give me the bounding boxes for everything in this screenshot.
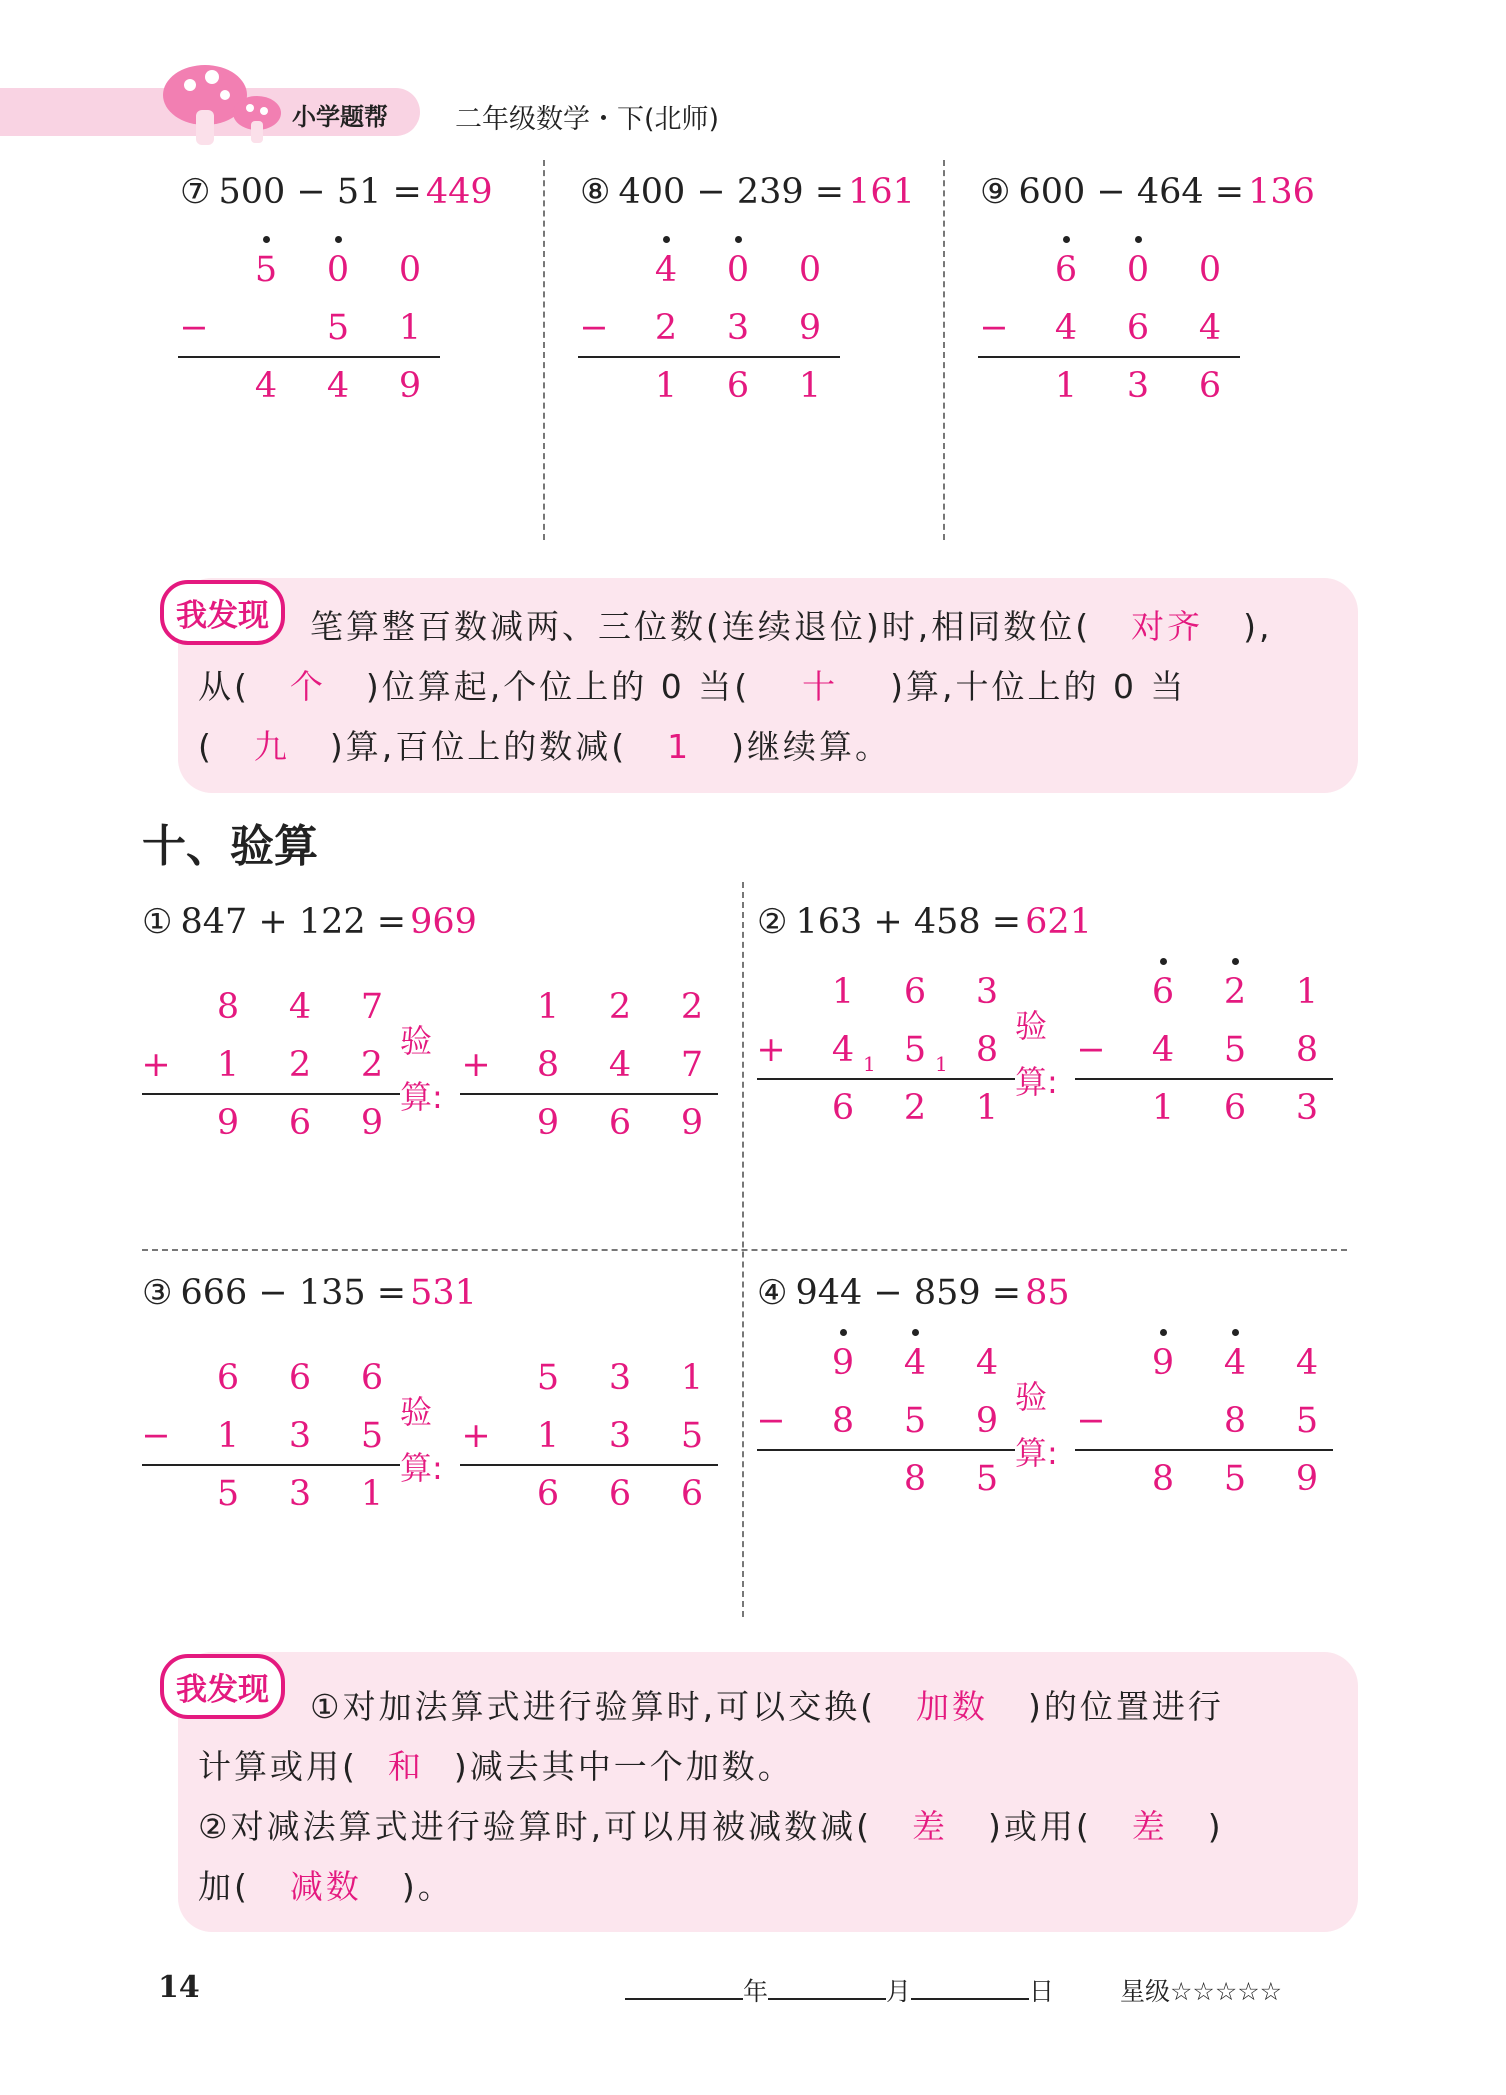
digit: 5 (903, 1030, 927, 1070)
digit: 2 (608, 987, 632, 1027)
digit: 0 (1126, 250, 1150, 290)
digit: 3 (608, 1416, 632, 1456)
digit: 2 (288, 1045, 312, 1085)
digit: 1 (536, 987, 560, 1027)
check-label-bottom: 算: (1015, 1434, 1058, 1472)
digit: 1 (1151, 1088, 1175, 1128)
header-title: 二年级数学・下(北师) (455, 104, 720, 135)
digit: 1 (975, 1088, 999, 1128)
digit: 8 (1295, 1030, 1319, 1070)
digit: 1 (536, 1416, 560, 1456)
check-label (1015, 998, 1058, 1110)
digit: 5 (254, 250, 278, 290)
digit: 8 (1151, 1459, 1175, 1499)
check-label-bottom: 算: (1015, 1063, 1058, 1101)
borrow-dot (1135, 236, 1142, 243)
digit: 6 (536, 1474, 560, 1514)
check-label-bottom: 算: (400, 1449, 443, 1487)
digit: 9 (1151, 1343, 1175, 1383)
underline (460, 1093, 718, 1095)
operator-sign: − (141, 1416, 171, 1456)
page-number: 14 (158, 1970, 200, 2005)
grid-horizontal-divider (142, 1249, 1347, 1251)
digit: 9 (680, 1103, 704, 1143)
star-rating: 星级☆☆☆☆☆ (1120, 1977, 1283, 2006)
digit: 1 (831, 972, 855, 1012)
digit: 1 (398, 308, 422, 348)
digit: 6 (288, 1358, 312, 1398)
equation (580, 172, 915, 212)
underline (1075, 1449, 1333, 1451)
borrow-dot (1063, 236, 1070, 243)
digit: 0 (398, 250, 422, 290)
digit: 5 (975, 1459, 999, 1499)
minus-sign: − (979, 308, 1009, 348)
digit: 1 (680, 1358, 704, 1398)
problem-number: ⑧ (580, 172, 611, 212)
digit: 6 (1223, 1088, 1247, 1128)
digit: 6 (1126, 308, 1150, 348)
digit: 3 (288, 1474, 312, 1514)
check-label (400, 1384, 443, 1496)
digit: 6 (680, 1474, 704, 1514)
operator-sign: + (141, 1045, 171, 1085)
borrow-dot (335, 236, 342, 243)
answer: 531 (410, 1273, 477, 1313)
digit: 9 (360, 1103, 384, 1143)
underline (142, 1464, 400, 1466)
digit: 4 (326, 366, 350, 406)
digit: 2 (903, 1088, 927, 1128)
digit: 9 (975, 1401, 999, 1441)
underline (578, 356, 840, 358)
discover1-line3: ( 九 )算,百位上的数减( 1 )继续算。 (198, 727, 891, 766)
digit: 8 (1223, 1401, 1247, 1441)
digit: 9 (216, 1103, 240, 1143)
underline (142, 1093, 400, 1095)
underline (1075, 1078, 1333, 1080)
digit: 4 (1223, 1343, 1247, 1383)
underline (178, 356, 440, 358)
check-label-top: 验 (400, 1022, 433, 1060)
borrow-dot (840, 1329, 847, 1336)
carry-digit: 1 (935, 1052, 948, 1076)
operator-sign: + (461, 1045, 491, 1085)
operator-sign: + (461, 1416, 491, 1456)
discover-badge-1: 我发现 (160, 580, 285, 645)
equation (142, 1273, 477, 1313)
digit: 9 (536, 1103, 560, 1143)
column-divider (943, 160, 945, 540)
check-label-top: 验 (1015, 1378, 1048, 1416)
check-label (400, 1013, 443, 1125)
digit: 5 (1295, 1401, 1319, 1441)
operator-sign: + (756, 1030, 786, 1070)
problem-number: ④ (757, 1273, 788, 1313)
borrow-dot (1232, 1329, 1239, 1336)
digit: 4 (608, 1045, 632, 1085)
digit: 6 (608, 1103, 632, 1143)
digit: 8 (903, 1459, 927, 1499)
answer: 85 (1025, 1273, 1070, 1313)
digit: 1 (216, 1045, 240, 1085)
digit: 4 (1198, 308, 1222, 348)
digit: 8 (975, 1030, 999, 1070)
digit: 6 (288, 1103, 312, 1143)
problem-number: ③ (142, 1273, 173, 1313)
digit: 6 (1151, 972, 1175, 1012)
digit: 4 (654, 250, 678, 290)
digit: 0 (726, 250, 750, 290)
borrow-dot (1160, 958, 1167, 965)
digit: 6 (831, 1088, 855, 1128)
digit: 2 (654, 308, 678, 348)
underline (978, 356, 1240, 358)
digit: 5 (903, 1401, 927, 1441)
equation (980, 172, 1315, 212)
digit: 9 (831, 1343, 855, 1383)
underline (757, 1449, 1015, 1451)
digit: 5 (536, 1358, 560, 1398)
minus-sign: − (579, 308, 609, 348)
borrow-dot (263, 236, 270, 243)
digit: 6 (726, 366, 750, 406)
digit: 4 (1295, 1343, 1319, 1383)
digit: 8 (216, 987, 240, 1027)
digit: 0 (1198, 250, 1222, 290)
borrow-dot (663, 236, 670, 243)
check-label (1015, 1369, 1058, 1481)
equation (180, 172, 493, 212)
discover-badge-2: 我发现 (160, 1654, 285, 1719)
carry-digit: 1 (863, 1052, 876, 1076)
borrow-dot (912, 1329, 919, 1336)
digit: 5 (326, 308, 350, 348)
digit: 1 (654, 366, 678, 406)
underline (757, 1078, 1015, 1080)
digit: 9 (1295, 1459, 1319, 1499)
borrow-dot (1232, 958, 1239, 965)
answer: 136 (1248, 172, 1315, 212)
digit: 6 (608, 1474, 632, 1514)
digit: 5 (360, 1416, 384, 1456)
discover2-line4: 加( 减数 )。 (198, 1867, 454, 1906)
digit: 6 (216, 1358, 240, 1398)
operator-sign: − (756, 1401, 786, 1441)
digit: 3 (608, 1358, 632, 1398)
digit: 1 (360, 1474, 384, 1514)
problem-number: ⑦ (180, 172, 211, 212)
underline (460, 1464, 718, 1466)
digit: 9 (398, 366, 422, 406)
digit: 8 (831, 1401, 855, 1441)
digit: 3 (975, 972, 999, 1012)
digit: 7 (680, 1045, 704, 1085)
check-label-bottom: 算: (400, 1078, 443, 1116)
answer: 449 (425, 172, 493, 212)
answer: 969 (410, 902, 477, 942)
digit: 6 (1054, 250, 1078, 290)
date-line: 年 月 日 (625, 1972, 1054, 2008)
column-divider (543, 160, 545, 540)
digit: 7 (360, 987, 384, 1027)
problem-number: ① (142, 902, 173, 942)
digit: 4 (1151, 1030, 1175, 1070)
discover1-line2: 从( 个 )位算起,个位上的 0 当( 十 )算,十位上的 0 当 (198, 667, 1187, 706)
problem-number: ⑨ (980, 172, 1011, 212)
discover2-line1: ①对加法算式进行验算时,可以交换( 加数 )的位置进行 (310, 1687, 1224, 1726)
digit: 5 (216, 1474, 240, 1514)
equation (142, 902, 477, 942)
digit: 4 (1054, 308, 1078, 348)
digit: 3 (288, 1416, 312, 1456)
digit: 2 (680, 987, 704, 1027)
mushroom-icon (160, 55, 290, 150)
digit: 3 (1126, 366, 1150, 406)
digit: 1 (216, 1416, 240, 1456)
digit: 4 (288, 987, 312, 1027)
problem-number: ② (757, 902, 788, 942)
digit: 9 (798, 308, 822, 348)
digit: 1 (1054, 366, 1078, 406)
check-label-top: 验 (400, 1393, 433, 1431)
operator-sign: − (1076, 1030, 1106, 1070)
expression: 163 + 458 = (795, 902, 1022, 942)
digit: 6 (1198, 366, 1222, 406)
digit: 4 (975, 1343, 999, 1383)
equation (757, 902, 1092, 942)
digit: 6 (360, 1358, 384, 1398)
expression: 400 − 239 = (618, 172, 845, 212)
minus-sign: − (179, 308, 209, 348)
digit: 0 (798, 250, 822, 290)
digit: 1 (1295, 972, 1319, 1012)
answer: 621 (1025, 902, 1092, 942)
operator-sign: − (1076, 1401, 1106, 1441)
digit: 0 (326, 250, 350, 290)
check-label-top: 验 (1015, 1007, 1048, 1045)
digit: 2 (360, 1045, 384, 1085)
digit: 2 (1223, 972, 1247, 1012)
expression: 944 − 859 = (795, 1273, 1022, 1313)
section-title: 十、验算 (142, 821, 318, 872)
discover2-line3: ②对减法算式进行验算时,可以用被减数减( 差 )或用( 差 ) (198, 1807, 1224, 1846)
answer: 161 (848, 172, 915, 212)
digit: 6 (903, 972, 927, 1012)
expression: 666 − 135 = (180, 1273, 407, 1313)
digit: 4 (903, 1343, 927, 1383)
digit: 4 (254, 366, 278, 406)
digit: 8 (536, 1045, 560, 1085)
digit: 5 (1223, 1459, 1247, 1499)
header-tag: 小学题帮 (292, 103, 388, 131)
digit: 1 (798, 366, 822, 406)
discover1-line1: 笔算整百数减两、三位数(连续退位)时,相同数位( 对齐 ), (310, 607, 1273, 646)
digit: 5 (680, 1416, 704, 1456)
digit: 4 (831, 1030, 855, 1070)
expression: 500 − 51 = (218, 172, 422, 212)
discover2-line2: 计算或用( 和 )减去其中一个加数。 (198, 1747, 794, 1786)
digit: 3 (726, 308, 750, 348)
expression: 600 − 464 = (1018, 172, 1245, 212)
borrow-dot (735, 236, 742, 243)
digit: 3 (1295, 1088, 1319, 1128)
digit: 5 (1223, 1030, 1247, 1070)
equation (757, 1273, 1070, 1313)
borrow-dot (1160, 1329, 1167, 1336)
expression: 847 + 122 = (180, 902, 407, 942)
